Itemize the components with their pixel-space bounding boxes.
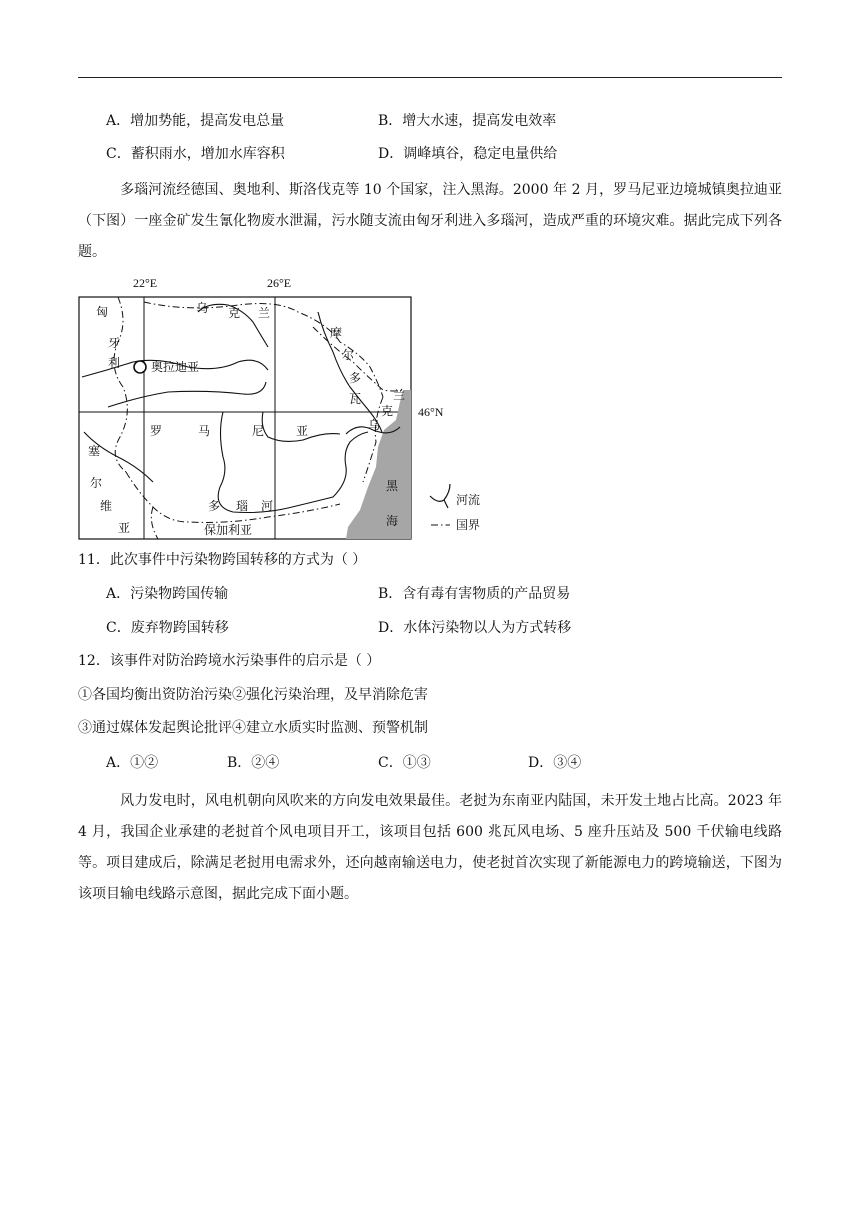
q11-stem: 11．此次事件中污染物跨国转移的方式为（ ） — [78, 552, 367, 568]
danube-pollution-map — [78, 272, 498, 544]
q12-statement-2: ③通过媒体发起舆论批评④建立水质实时监测、预警机制 — [78, 720, 428, 736]
label-ukraine-3: 兰 — [258, 306, 271, 320]
q12-statement-1: ①各国均衡出资防治污染②强化污染治理，及早消除危害 — [78, 687, 428, 703]
q12-option-d: D．③④ — [528, 755, 582, 771]
label-romania-4: 亚 — [296, 424, 309, 438]
border-bulgaria — [126, 472, 340, 522]
q10-option-a: A．增加势能，提高发电总量 — [106, 113, 285, 129]
label-serbia-4: 亚 — [118, 521, 131, 535]
legend-river-label: 河流 — [456, 493, 481, 507]
danube-river — [218, 412, 368, 513]
q12-stem: 12．该事件对防治跨境水污染事件的启示是（ ） — [78, 653, 381, 669]
passage-danube — [78, 175, 782, 268]
label-ukraine2-1: 兰 — [393, 388, 406, 402]
q12-option-c: C．①③ — [378, 755, 431, 771]
label-hungary-1: 匈 — [96, 305, 109, 319]
label-danube-2: 瑙 — [236, 499, 249, 513]
label-serbia-1: 塞 — [88, 444, 101, 458]
oradea-city-marker — [134, 361, 146, 373]
oradea-label: 奥拉迪亚 — [151, 360, 200, 374]
label-moldova-4: 瓦 — [349, 392, 362, 406]
label-serbia-3: 维 — [100, 499, 113, 513]
border-serbia — [151, 507, 158, 539]
label-ukraine-1: 乌 — [196, 301, 209, 315]
q11-option-d: D．水体污染物以人为方式转移 — [378, 620, 572, 636]
q11-option-b: B．含有毒有害物质的产品贸易 — [378, 586, 571, 602]
legend-border-label: 国界 — [456, 518, 481, 532]
label-romania-1: 罗 — [150, 424, 163, 438]
label-ukraine2-2: 克 — [381, 404, 394, 418]
label-hungary-2: 牙 — [108, 336, 121, 350]
passage-laos-wind — [78, 786, 782, 910]
river-middle — [108, 382, 266, 407]
label-blacksea-2: 海 — [386, 514, 399, 528]
q12-option-b: B．②④ — [227, 755, 280, 771]
q12-option-a: A．①② — [106, 755, 159, 771]
q11-option-c: C．废弃物跨国转移 — [106, 620, 229, 636]
legend-river-icon — [430, 484, 450, 508]
lat-46-label: 46°N — [418, 405, 444, 419]
border-hungary — [114, 297, 127, 472]
q10-option-d: D．调峰填谷，稳定电量供给 — [378, 146, 558, 162]
lon-26-label: 26°E — [267, 276, 292, 290]
label-bulgaria: 保加利亚 — [204, 523, 253, 537]
label-romania-2: 马 — [198, 424, 211, 438]
label-hungary-3: 利 — [108, 356, 121, 370]
label-romania-3: 尼 — [252, 424, 265, 438]
lon-22-label: 22°E — [133, 276, 158, 290]
header-rule — [78, 77, 782, 78]
borders — [114, 297, 406, 539]
label-danube-3: 河 — [261, 499, 274, 513]
label-ukraine2-3: 乌 — [368, 418, 381, 432]
passage-laos-wind-text: 风力发电时，风电机朝向风吹来的方向发电效果最佳。老挝为东南亚内陆国，未开发土地占比高。2023 年 4 月，我国企业承建的老挝首个风电项目开工，该项目包括 600 兆瓦风电场、5 座升压站及 500 千伏输电线路等。项目建成后，除满足老挝用电需求外，还向越南输送电力，使老挝首次实现了新能源电力的跨境输送，下图为该项目输电线路示意图，据此完成下面小题。 — [78, 793, 782, 902]
passage-danube-text: 多瑙河流经德国、奥地利、斯洛伐克等 10 个国家，注入黑海。2000 年 2 月，罗马尼亚边境城镇奥拉迪亚（下图）一座金矿发生氰化物废水泄漏，污水随支流由匈牙利进入多瑙河，造成严重的环境灾难。据此完成下列各题。 — [78, 182, 782, 260]
rivers — [82, 304, 400, 512]
label-ukraine-2: 克 — [228, 306, 241, 320]
label-serbia-2: 尔 — [90, 476, 103, 490]
label-moldova-1: 摩 — [330, 326, 343, 340]
label-blacksea-1: 黑 — [386, 479, 399, 493]
label-moldova-3: 多 — [349, 371, 362, 385]
q10-option-c: C．蓄积雨水，增加水库容积 — [106, 146, 285, 162]
q10-option-b: B．增大水速，提高发电效率 — [378, 113, 557, 129]
label-danube-1: 多 — [208, 499, 221, 513]
label-moldova-2: 尔 — [342, 348, 355, 362]
q11-option-a: A．污染物跨国传输 — [106, 586, 229, 602]
